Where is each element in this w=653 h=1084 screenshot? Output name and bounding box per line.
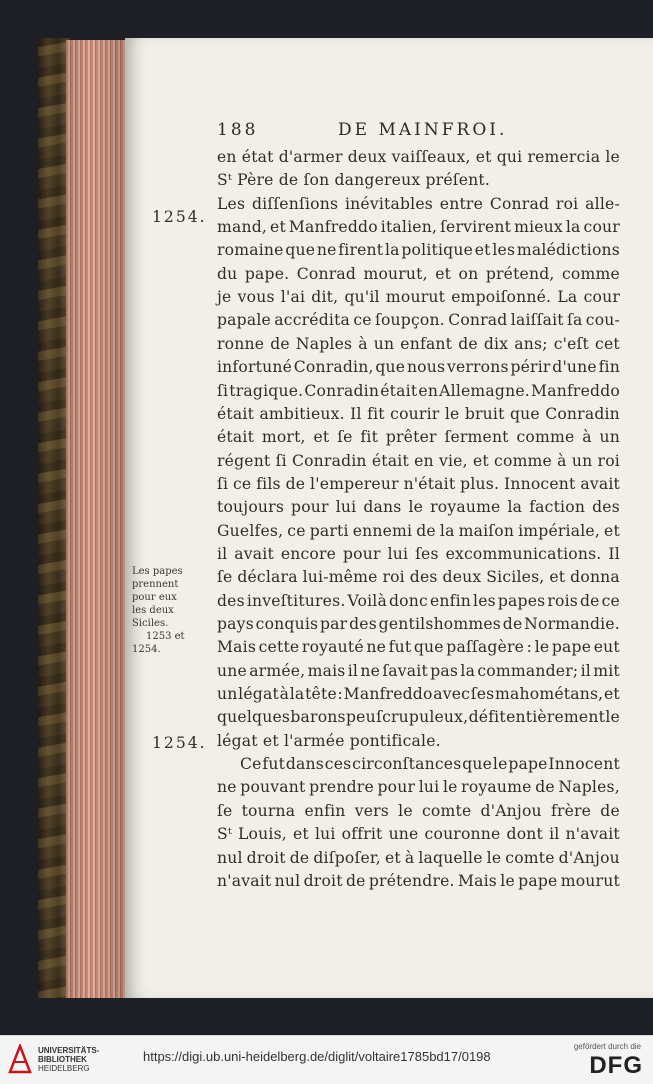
text-line: papale accrédita ce ſoupçon. Conrad laiſſait ſa cou-: [217, 311, 620, 330]
text-line: ſe déclara lui-même roi des deux Siciles, et donna: [217, 568, 620, 587]
text-line: une armée, mais il ne ſavait pas la commander; il mit: [217, 661, 620, 680]
text-line: ſi ce fils de l'empereur n'était plus. Innocent avait: [217, 474, 620, 493]
margin-note-line: Siciles.: [132, 618, 169, 629]
text-line: était mort, et ſe fit prêter ſerment comme à un: [217, 428, 620, 447]
university-library-logo-icon: [8, 1044, 32, 1074]
text-line: toujours pour lui dans le royaume la faction des: [217, 498, 620, 517]
text-line: nul droit de diſpoſer, et à laquelle le comte d'Anjou: [217, 848, 620, 867]
dfg-logo: DFG: [589, 1052, 643, 1079]
text-line: romaine que ne firent la politique et les malédictions: [217, 241, 620, 260]
margin-note-line: Les papes: [132, 566, 183, 577]
margin-note-line: prennent: [132, 579, 179, 590]
page-number: 188: [217, 120, 259, 140]
text-line: ſe tourna enfin vers le comte d'Anjou frère de: [217, 801, 620, 820]
margin-year: 1254.: [152, 734, 207, 752]
text-line: Les diſſenſions inévitables entre Conrad roi alle-: [217, 194, 620, 213]
funding-note: gefördert durch die: [573, 1042, 641, 1051]
text-line: en état d'armer deux vaiſſeaux, et qui remercia le: [217, 148, 620, 166]
margin-note-line: les deux: [132, 605, 174, 616]
text-line: régent ſi Conradin était en vie, et comme à un roi: [217, 451, 620, 470]
text-line: il avait encore pour lui ſes excommunications. Il: [217, 544, 620, 563]
text-line: du pape. Conrad mourut, et on prétend, comme: [217, 264, 620, 283]
text-line: un légat à la tête : Manfreddo avec ſes mahométans, et: [217, 685, 620, 704]
margin-year: 1254.: [152, 208, 207, 226]
running-title: DE MAINFROI.: [338, 120, 508, 140]
text-line: Sᵗ Père de ſon dangereux préſent.: [217, 171, 491, 190]
margin-note: [132, 565, 216, 656]
text-line: Sᵗ Louis, et lui offrit une couronne dont il n'avait: [217, 825, 620, 844]
text-line: ronne de Naples à un enfant de dix ans; c'eſt cet: [217, 334, 620, 353]
text-line: mand, et Manfreddo italien, ſervirent mieux la cour: [217, 218, 620, 237]
text-line: quelques barons peu ſcrupuleux, défit entièrement le: [217, 708, 620, 727]
text-line: ſi tragique. Conradin était en Allemagne. Manfreddo: [217, 381, 620, 400]
text-line: je vous l'ai dit, qu'il mourut empoiſonné. La cour: [217, 288, 620, 307]
margin-note-line: 1253 et: [146, 631, 185, 642]
text-line: était ambitieux. Il fit courir le bruit que Conradin: [217, 404, 620, 423]
margin-note-line: pour eux: [132, 592, 177, 603]
running-header: [0, 120, 653, 144]
text-line: Mais cette royauté ne fut que paſſagère : le pape eut: [217, 638, 620, 657]
viewer-footer: [0, 1035, 653, 1084]
text-line: Ce fut dans ces circonſtances que le pape Innocent: [240, 755, 620, 774]
margin-note-line: 1254.: [132, 644, 161, 655]
text-line: ne pouvant prendre pour lui le royaume de Naples,: [217, 778, 620, 797]
text-line: des inveſtitures. Voilà donc enfin les papes rois de ce: [217, 591, 620, 610]
library-name: UNIVERSITÄTS- BIBLIOTHEK HEIDELBERG: [38, 1046, 100, 1073]
text-line: n'avait nul droit de prétendre. Mais le pape mourut: [217, 871, 620, 890]
text-line: infortuné Conradin, que nous verrons périr d'une fin: [217, 358, 620, 377]
permalink-url[interactable]: https://digi.ub.uni-heidelberg.de/diglit/voltaire1785bd17/0198: [143, 1049, 491, 1064]
text-line: pays conquis par des gentilshommes de Normandie.: [217, 615, 620, 633]
text-line: Guelfes, ce parti ennemi de la maiſon impériale, et: [217, 521, 620, 540]
text-line: légat et l'armée pontificale.: [217, 731, 441, 750]
page-edges: [66, 40, 128, 998]
